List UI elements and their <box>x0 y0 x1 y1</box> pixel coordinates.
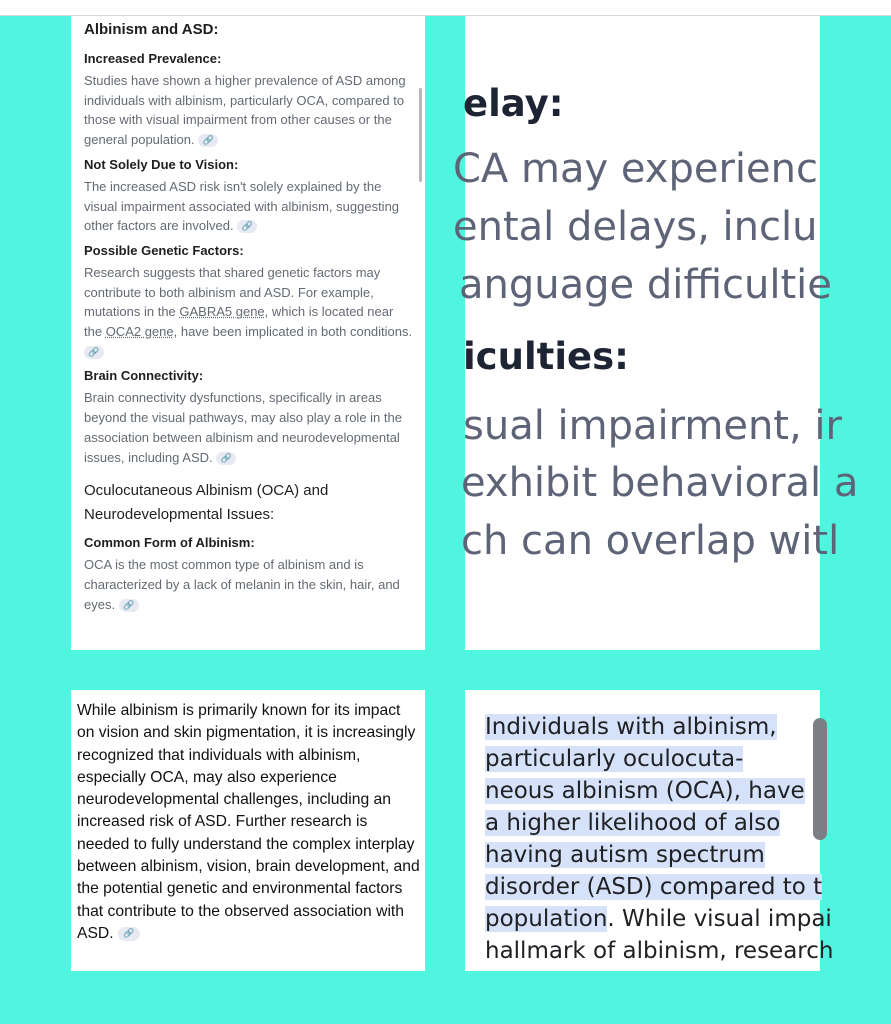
body-text: , have been implicated in both conditions. <box>173 324 413 340</box>
subtitle-line: Oculocutaneous Albinism (OCA) and <box>84 482 329 500</box>
screenshot-panel-summary <box>71 690 425 971</box>
summary-paragraph <box>77 700 421 945</box>
section-body <box>84 388 414 467</box>
highlighted-line: neous albinism (OCA), have <box>485 778 805 804</box>
selection-handle[interactable] <box>813 718 827 840</box>
zoomed-line: anguage difficultie <box>459 262 832 308</box>
section-body <box>84 71 414 150</box>
highlighted-line: having autism spectrum <box>485 842 765 868</box>
highlighted-line: Individuals with albinism, <box>485 714 777 740</box>
highlighted-line: particularly oculocuta- <box>485 746 744 772</box>
link-icon[interactable]: 🔗 <box>119 599 139 612</box>
text-line <box>485 906 832 932</box>
section-increased-prevalence <box>84 49 414 150</box>
link-icon[interactable]: 🔗 <box>216 452 236 465</box>
section-brain-connectivity <box>84 366 414 467</box>
screenshot-panel-zoomed-text <box>453 16 859 650</box>
section-title: Albinism and ASD: <box>84 21 219 38</box>
section-not-solely-vision <box>84 155 414 236</box>
section-body <box>84 555 414 614</box>
plain-text: . While visual impai <box>607 906 832 932</box>
body-text: Brain connectivity dysfunctions, specifically in areas beyond the visual pathways, may also play a role in the association between albinism and neurodevelopmental issues, including ASD. <box>84 390 402 465</box>
oca2-gene-link[interactable]: OCA2 gene <box>105 324 174 340</box>
zoomed-line: exhibit behavioral a <box>461 460 859 506</box>
body-text: Studies have shown a higher prevalence of ASD among individuals with albinism, particularly OCA, compared to those with visual impairment from other causes or the general population. <box>84 73 406 148</box>
text-line: hallmark of albinism, research <box>485 938 834 964</box>
link-icon[interactable]: 🔗 <box>84 346 104 359</box>
zoomed-line: ch can overlap witl <box>461 518 840 564</box>
summary-text: While albinism is primarily known for its impact on vision and skin pigmentation, it is increasingly recognized that individuals with albinism, especially OCA, may also experience neurodevelopmental challenges, including an increased risk of ASD. Further research is needed to fully understand the complex interplay between albinism, vision, brain development, and the potential genetic and environmental factors that contribute to the observed association with ASD. <box>77 702 420 942</box>
highlighted-word: population <box>485 906 608 932</box>
zoomed-line: sual impairment, ir <box>463 403 842 449</box>
highlighted-line: a higher likelihood of also <box>485 810 781 836</box>
section-heading: Increased Prevalence: <box>84 51 222 66</box>
zoomed-heading: iculties: <box>463 335 629 378</box>
section-body <box>84 177 414 236</box>
body-text: Research suggests that shared genetic factors may contribute to both albinism and ASD. For example, mutations in the <box>84 264 381 320</box>
body-text: The increased ASD risk isn't solely explained by the visual impairment associated with albinism, suggesting other factors are involved. <box>84 178 400 234</box>
screenshot-panel-albinism-asd <box>71 16 425 650</box>
scrollbar[interactable] <box>419 88 422 182</box>
section-heading: Possible Genetic Factors: <box>84 242 244 258</box>
body-text: , which is located near the <box>84 304 394 340</box>
screenshot-panel-highlighted-text <box>465 690 834 971</box>
section-heading: Common Form of Albinism: <box>84 535 255 551</box>
link-icon[interactable]: 🔗 <box>198 134 218 147</box>
section-genetic-factors <box>84 241 414 362</box>
body-text: OCA is the most common type of albinism and is characterized by a lack of melanin in the skin, hair, and eyes. <box>84 557 400 612</box>
section-common-form <box>84 533 414 614</box>
subtitle-line: Neurodevelopmental Issues: <box>84 506 275 524</box>
link-icon[interactable]: 🔗 <box>237 220 257 233</box>
gabra5-gene-link[interactable]: GABRA5 gene <box>179 304 265 320</box>
zoomed-line: ental delays, inclu <box>453 204 818 250</box>
section-body <box>84 263 414 362</box>
highlighted-line: disorder (ASD) compared to t <box>485 874 823 900</box>
section-heading: Not Solely Due to Vision: <box>84 156 239 172</box>
oca-subtitle <box>84 479 414 527</box>
zoomed-heading: elay: <box>463 82 564 125</box>
section-heading: Brain Connectivity: <box>84 368 204 384</box>
link-icon[interactable]: 🔗 <box>118 927 140 941</box>
zoomed-line: CA may experienc <box>453 146 818 192</box>
top-status-bar <box>0 0 891 16</box>
